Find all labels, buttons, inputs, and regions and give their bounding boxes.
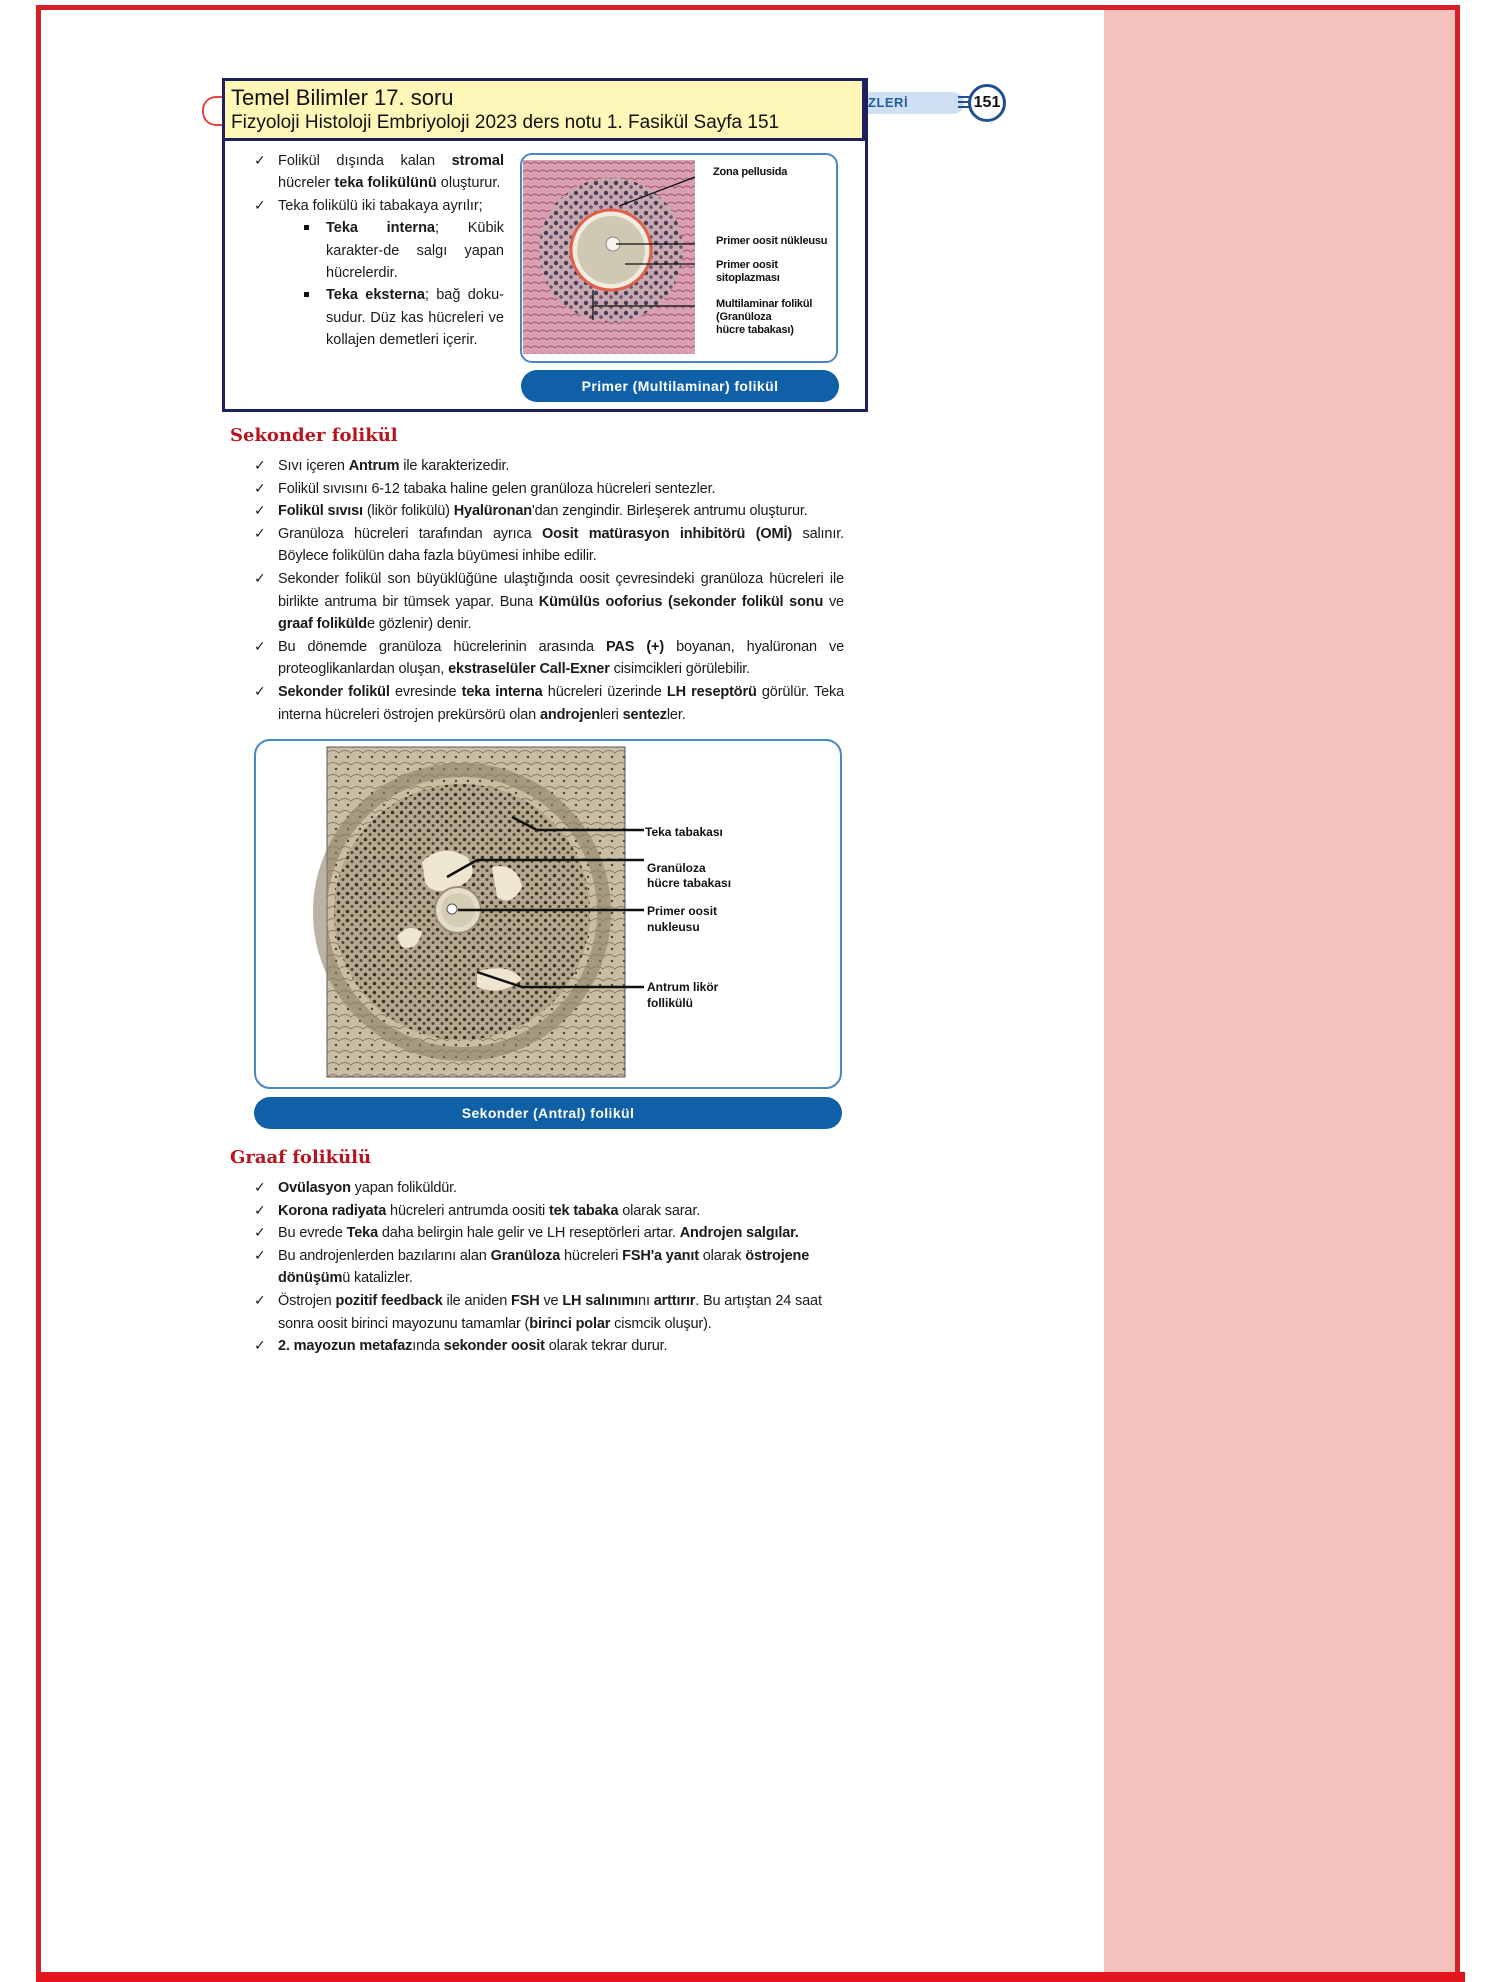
label-granuloza: Granüloza bbox=[647, 861, 706, 875]
sekonder-list bbox=[254, 455, 844, 726]
heading-sekonder-folikul: Sekonder folikül bbox=[230, 425, 398, 446]
list-item: ✓ 2. mayozun metafazında sekonder oosit olarak tekrar durur. bbox=[254, 1335, 844, 1358]
figure2-caption: Sekonder (Antral) folikül bbox=[254, 1097, 842, 1129]
list-item: ✓ Korona radiyata hücreleri antrumda oositi tek tabaka olarak sarar. bbox=[254, 1200, 844, 1223]
label-primer-oosit: Primer oosit bbox=[647, 904, 718, 918]
label-zona-pellusida: Zona pellusida bbox=[713, 166, 788, 178]
list-item: ✓ Ovülasyon yapan foliküldür. bbox=[254, 1177, 844, 1200]
label-multilaminar: Multilaminar folikül bbox=[716, 298, 813, 310]
overlay-title-line2: Fizyoloji Histoloji Embriyoloji 2023 ders notu 1. Fasikül Sayfa 151 bbox=[231, 112, 780, 133]
side-panel bbox=[1104, 10, 1455, 1972]
overlay-title-line1: Temel Bilimler 17. soru bbox=[231, 85, 454, 110]
overlay-title bbox=[225, 81, 865, 141]
list-item: Teka interna; Kübik karakter-de salgı yapan hücrelerdir. bbox=[302, 217, 504, 284]
label-primer-oosit-nukleusu: Primer oosit nükleusu bbox=[716, 235, 828, 247]
label-teka-tabakasi: Teka tabakası bbox=[645, 825, 723, 839]
heading-graaf-folikulu: Graaf folikülü bbox=[230, 1147, 372, 1168]
sekonder-folikul-micrograph bbox=[327, 747, 625, 1077]
label-hucre-tabakasi: hücre tabakası bbox=[647, 876, 732, 890]
section-tag: ZLERİ bbox=[858, 92, 964, 114]
list-item: ✓ Folikül sıvısı (likör folikülü) Hyalüronan'dan zengindir. Birleşerek antrumu oluşturur. bbox=[254, 500, 844, 523]
label-nukleusu: nukleusu bbox=[647, 920, 700, 934]
list-item: ✓ Bu evrede Teka daha belirgin hale gelir ve LH reseptörleri artar. Androjen salgılar. bbox=[254, 1222, 844, 1245]
header-decoration-icon bbox=[202, 96, 222, 126]
label-follikulu: follikülü bbox=[647, 996, 693, 1010]
list-item: ✓ Östrojen pozitif feedback ile aniden FSH ve LH salınımını arttırır. Bu artıştan 24 saat sonra oosit birinci mayozunu tamamlar (birinci polar cismcik oluşur). bbox=[254, 1290, 844, 1335]
list-item: ✓ Teka folikülü iki tabakaya ayrılır; Teka interna; Kübik karakter-de salgı yapan hücrelerdir. Teka eksterna; bağ doku-sudur. Düz kas hücreleri ve kollajen demetleri içerir. bbox=[254, 195, 504, 352]
list-item: ✓ Sekonder folikül evresinde teka interna hücreleri üzerinde LH reseptörü görülür. Teka interna hücreleri östrojen prekürsörü olan androjenleri sentezler. bbox=[254, 681, 844, 726]
label-granuloza: (Granüloza bbox=[716, 311, 772, 323]
page-number: 151 bbox=[968, 84, 1006, 122]
list-item: ✓ Granüloza hücreleri tarafından ayrıca Oosit matürasyon inhibitörü (OMİ) salınır. Böylece folikülün daha fazla büyümesi inhibe edilir. bbox=[254, 523, 844, 568]
graaf-list bbox=[254, 1177, 844, 1358]
label-hucre-tabakasi: hücre tabakası) bbox=[716, 324, 794, 336]
label-sitoplazmasi: sitoplazması bbox=[716, 272, 780, 284]
list-item: ✓ Folikül sıvısını 6-12 tabaka haline gelen granüloza hücreleri sentezler. bbox=[254, 478, 844, 501]
label-primer-oosit: Primer oosit bbox=[716, 259, 778, 271]
overlay-edge bbox=[862, 78, 868, 138]
list-item: Teka eksterna; bağ doku-sudur. Düz kas hücreleri ve kollajen demetleri içerir. bbox=[302, 284, 504, 351]
intro-text bbox=[254, 150, 504, 352]
list-item: ✓ Sekonder folikül son büyüklüğüne ulaştığında oosit çevresindeki granüloza hücreleri ile birlikte antruma bir tümsek yapar. Buna Kümülüs ooforius (sekonder folikül sonu ve graaf folikülde gözlenir) denir. bbox=[254, 568, 844, 636]
label-antrum-likor: Antrum likör bbox=[647, 980, 719, 994]
list-item: ✓ Folikül dışında kalan stromal hücreler teka folikülünü oluşturur. bbox=[254, 150, 504, 195]
primer-folikul-micrograph bbox=[523, 160, 695, 354]
list-item: ✓ Sıvı içeren Antrum ile karakterizedir. bbox=[254, 455, 844, 478]
figure1-caption: Primer (Multilaminar) folikül bbox=[521, 370, 839, 402]
bottom-bar bbox=[36, 1972, 1465, 1982]
list-item: ✓ Bu androjenlerden bazılarını alan Granüloza hücreleri FSH'a yanıt olarak östrojene dönüşümü katalizler. bbox=[254, 1245, 844, 1290]
list-item: ✓ Bu dönemde granüloza hücrelerinin arasında PAS (+) boyanan, hyalüronan ve proteoglikanlardan oluşan, ekstraselüler Call-Exner cisimcikleri görülebilir. bbox=[254, 636, 844, 681]
